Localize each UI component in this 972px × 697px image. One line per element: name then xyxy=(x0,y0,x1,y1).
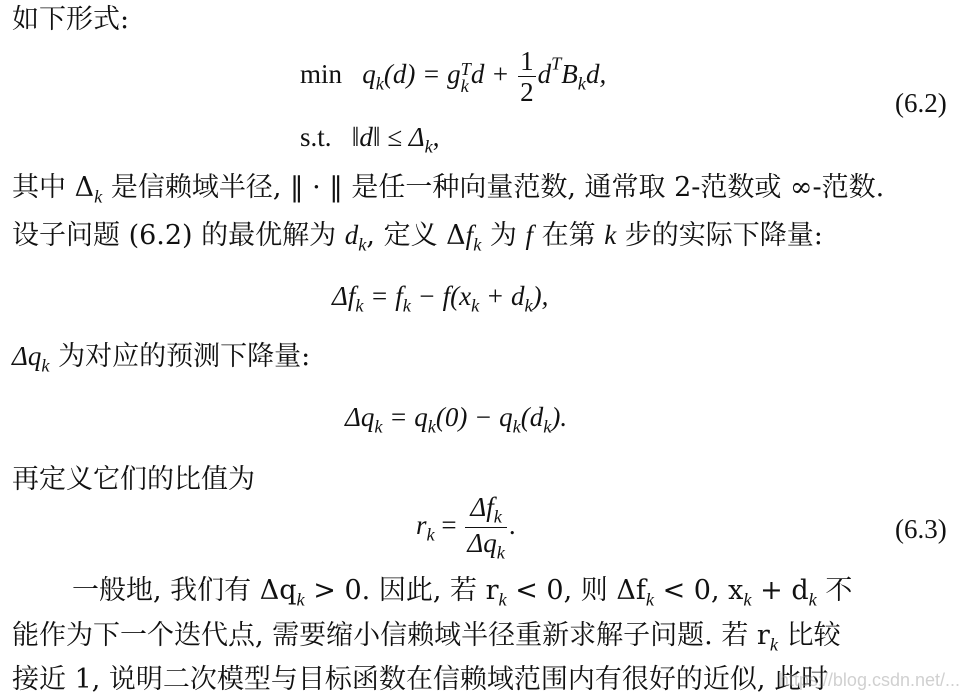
para2-a: 设子问题 (6.2) 的最优解为 xyxy=(12,220,345,251)
f-symbol: f xyxy=(525,220,534,250)
B-symbol: B xyxy=(561,59,578,90)
sub-k: k xyxy=(426,524,435,545)
sub-k: k xyxy=(524,295,533,316)
sub-k: k xyxy=(358,234,367,255)
sub-k: k xyxy=(41,355,50,376)
eq63-end: . xyxy=(508,509,516,540)
sub-k: k xyxy=(543,416,552,437)
eq-delta-q xyxy=(345,404,567,436)
sub-k: k xyxy=(471,295,480,316)
sub-k: k xyxy=(496,542,505,563)
para3-a: Δq xyxy=(12,341,42,371)
para5-a: 一般地, 我们有 Δq xyxy=(72,575,297,606)
para2-line xyxy=(12,222,823,254)
frac-num: Δf xyxy=(470,492,494,522)
para1-b: 是信赖域半径, ‖ · ‖ 是任一种向量范数, 通常取 2-范数或 ∞-范数. xyxy=(102,172,885,203)
half-fraction xyxy=(518,48,536,106)
para5-c: < 0, 则 Δf xyxy=(506,575,646,606)
watermark: https://blog.csdn.net/... xyxy=(778,670,960,690)
para2-e: 步的实际下降量: xyxy=(616,220,823,251)
min-label: min xyxy=(300,59,343,90)
para5-e: + d xyxy=(751,575,809,606)
dq-lhs: Δq xyxy=(345,402,375,432)
st-label: s.t. xyxy=(300,122,332,152)
para1-line xyxy=(12,174,884,206)
eq62-min-line xyxy=(300,48,606,106)
f-symbol: f xyxy=(465,220,474,250)
sub-k: k xyxy=(460,76,469,97)
para7-line xyxy=(12,666,828,693)
para2-c: 为 xyxy=(481,220,526,251)
st-end: , xyxy=(432,122,440,152)
d-symbol: d xyxy=(537,59,552,90)
st-expr: ‖d‖ ≤ Δ xyxy=(351,122,425,152)
df-rhs: = f xyxy=(363,281,403,311)
eq63: $r_k$ = $\frac{\Delta f_k}{\Delta q_k}$ . xyxy=(416,492,516,563)
sub-k: k xyxy=(473,234,482,255)
frac-num: 1 xyxy=(520,46,534,76)
sub-k: k xyxy=(645,589,655,610)
frac-den: Δq xyxy=(467,527,497,558)
sub-k: k xyxy=(402,295,411,316)
para6-b: 比较 xyxy=(777,620,841,651)
sub-k: k xyxy=(94,186,103,207)
sub-k: k xyxy=(427,416,436,437)
sub-k: k xyxy=(498,589,507,610)
ratio-fraction xyxy=(465,494,507,562)
k-symbol: k xyxy=(604,220,617,250)
intro-text: 如下形式: xyxy=(12,4,130,35)
para5-b: > 0. 因此, 若 r xyxy=(304,575,499,606)
dq-rhs: = q xyxy=(382,402,428,432)
eq62-tail: d + xyxy=(470,59,510,90)
eq62-st-line xyxy=(300,124,440,156)
dq-rhs2: (0) − q xyxy=(435,402,513,432)
para2-b: , 定义 Δ xyxy=(366,220,466,251)
sub-k: k xyxy=(296,589,305,610)
sub-k: k xyxy=(769,634,778,655)
sub-k: k xyxy=(374,416,383,437)
para4-text: 再定义它们的比值为 xyxy=(12,464,255,495)
df-rhs2: − f(x xyxy=(410,281,472,311)
d-end: d, xyxy=(585,59,607,90)
frac-den: 2 xyxy=(520,77,534,107)
para6-line xyxy=(12,622,841,654)
d-symbol: d xyxy=(344,220,359,250)
sub-k: k xyxy=(375,73,384,94)
sub-k: k xyxy=(512,416,521,437)
dq-rhs3: (d xyxy=(520,402,544,432)
sub-k: k xyxy=(355,295,364,316)
sub-k: k xyxy=(493,506,502,527)
sub-k: k xyxy=(577,73,586,94)
df-end: ), xyxy=(532,281,549,311)
para7-text: 接近 1, 说明二次模型与目标函数在信赖域范围内有很好的近似, 此时 xyxy=(12,664,829,695)
para4-line xyxy=(12,466,255,493)
eq62-number: (6.2) xyxy=(895,88,947,118)
g-supsub xyxy=(460,58,471,97)
para3-b: 为对应的预测下降量: xyxy=(49,341,311,372)
para2-d: 在第 xyxy=(533,220,605,251)
eq62-rest: (d) = g xyxy=(383,59,461,90)
para1-a: 其中 Δ xyxy=(12,172,95,203)
para3-line xyxy=(12,343,310,375)
sub-k: k xyxy=(743,589,752,610)
para5-line xyxy=(72,577,852,609)
df-lhs: Δf xyxy=(332,281,356,311)
eq-delta-f xyxy=(332,283,548,315)
r-symbol: r xyxy=(416,509,427,540)
eq63-number: (6.3) xyxy=(895,514,947,544)
sup-T: T xyxy=(551,53,562,74)
para5-f: 不 xyxy=(816,575,853,606)
sub-k: k xyxy=(808,589,817,610)
df-rhs3: + d xyxy=(479,281,525,311)
intro-line xyxy=(12,6,129,33)
para6-a: 能作为下一个迭代点, 需要缩小信赖域半径重新求解子问题. 若 r xyxy=(12,620,770,651)
q-symbol: q xyxy=(362,59,376,90)
sup-T: T xyxy=(460,58,471,79)
para5-d: < 0, x xyxy=(654,575,744,606)
sub-k: k xyxy=(424,136,433,157)
dq-end: ). xyxy=(551,402,568,432)
